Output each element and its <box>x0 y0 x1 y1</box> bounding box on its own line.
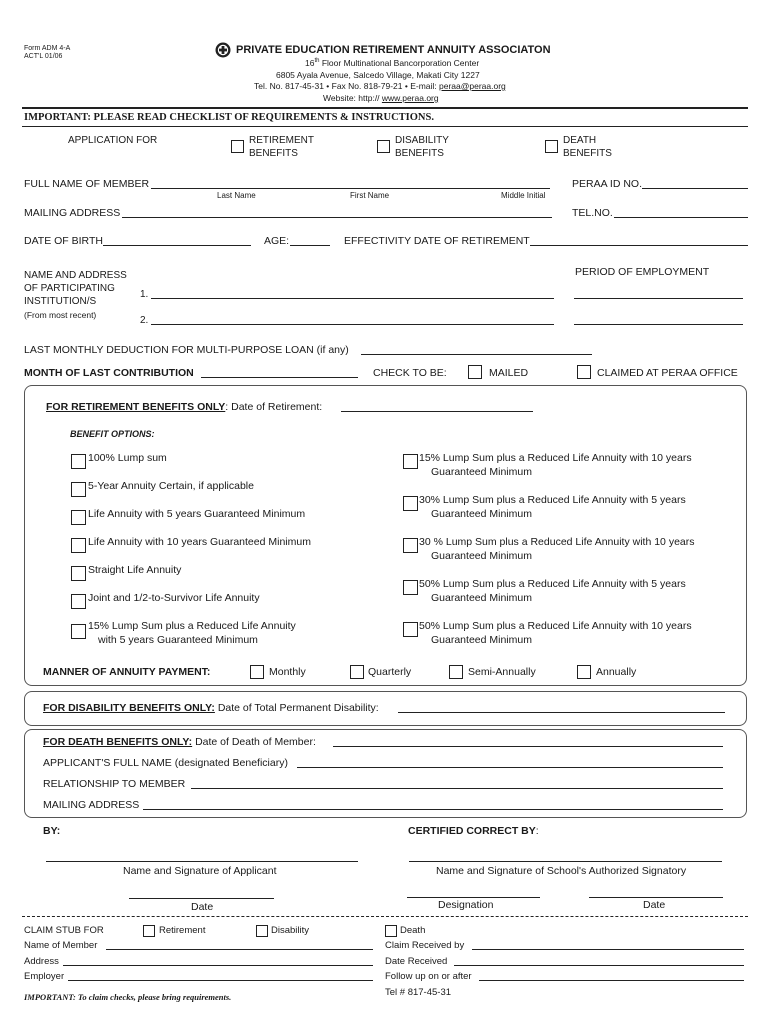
peraa-id-field[interactable] <box>642 188 748 189</box>
claim-stub-title: CLAIM STUB FOR <box>24 925 104 936</box>
tel-no-label: TEL.NO. <box>572 207 613 219</box>
option-checkbox[interactable] <box>71 510 86 525</box>
follow-up-label: Follow up on or after <box>385 971 472 982</box>
check-to-be-label: CHECK TO BE: <box>373 367 447 379</box>
period-field-1[interactable] <box>574 298 743 299</box>
semi-annually-label: Semi-Annually <box>468 666 536 678</box>
disability-benefits-checkbox[interactable] <box>377 140 390 153</box>
middle-initial-caption: Middle Initial <box>501 191 546 200</box>
signatory-date-field[interactable] <box>589 897 723 898</box>
applicant-name-label: APPLICANT'S FULL NAME (designated Beneficiary) <box>43 757 288 769</box>
org-address-line1: 16th Floor Multinational Bancorporation Center <box>305 58 480 68</box>
signatory-date-caption: Date <box>643 899 666 911</box>
option-50-lump-5-line2: Guaranteed Minimum <box>431 592 532 604</box>
org-address-line2: 6805 Ayala Avenue, Salcedo Village, Makati City 1227 <box>276 70 480 80</box>
option-joint-survivor: Joint and 1/2-to-Survivor Life Annuity <box>88 592 260 604</box>
option-life-annuity-5: Life Annuity with 5 years Guaranteed Minimum <box>88 508 306 520</box>
retirement-section-title: FOR RETIREMENT BENEFITS ONLY <box>46 401 226 413</box>
institution-note: (From most recent) <box>24 310 97 320</box>
monthly-label: Monthly <box>269 666 306 678</box>
application-for-label: APPLICATION FOR <box>68 135 158 146</box>
mailed-label: MAILED <box>489 367 529 379</box>
stub-disability-label: Disability <box>271 925 310 936</box>
org-website: Website: http:// www.peraa.org <box>323 93 439 103</box>
date-of-birth-field[interactable] <box>103 245 251 246</box>
option-50-lump-10-line2: Guaranteed Minimum <box>431 634 532 646</box>
institution-label-3: INSTITUTION/S <box>24 296 97 307</box>
disability-date-row: FOR DISABILITY BENEFITS ONLY: Date of Total Permanent Disability: <box>43 702 379 714</box>
option-life-annuity-10: Life Annuity with 10 years Guaranteed Minimum <box>88 536 311 548</box>
institution-field-2[interactable] <box>151 324 554 325</box>
stub-disability-checkbox[interactable] <box>256 925 268 937</box>
retirement-benefits-label-2: BENEFITS <box>249 148 298 159</box>
mailing-address-label: MAILING ADDRESS <box>24 207 121 219</box>
applicant-date-caption: Date <box>191 901 214 913</box>
header-rule <box>22 107 748 109</box>
claimed-checkbox[interactable] <box>577 365 591 379</box>
option-checkbox[interactable] <box>403 580 418 595</box>
org-contact: Tel. No. 817-45-31 • Fax No. 818-79-21 • E-mail: peraa@peraa.org <box>254 81 506 91</box>
mailing-address-field[interactable] <box>122 217 552 218</box>
full-name-field[interactable] <box>151 188 550 189</box>
disability-benefits-label-1: DISABILITY <box>395 135 449 146</box>
applicant-name-field[interactable] <box>297 767 723 768</box>
institution-label-2: OF PARTICIPATING <box>24 283 115 294</box>
designation-caption: Designation <box>438 899 494 911</box>
manner-of-payment-label: MANNER OF ANNUITY PAYMENT: <box>43 666 211 678</box>
effectivity-date-field[interactable] <box>530 245 748 246</box>
stub-important-note: IMPORTANT: To claim checks, please bring requirements. <box>24 992 232 1002</box>
peraa-id-label: PERAA ID NO. <box>572 178 643 190</box>
stub-death-label: Death <box>400 925 426 936</box>
applicant-signature-caption: Name and Signature of Applicant <box>123 865 277 877</box>
disability-section-title: FOR DISABILITY BENEFITS ONLY: <box>43 702 215 714</box>
full-name-label: FULL NAME OF MEMBER <box>24 178 150 190</box>
effectivity-date-label: EFFECTIVITY DATE OF RETIREMENT <box>344 235 530 247</box>
quarterly-checkbox[interactable] <box>350 665 364 679</box>
option-checkbox[interactable] <box>403 538 418 553</box>
death-date-row: FOR DEATH BENEFITS ONLY: Date of Death of Member: <box>43 736 316 748</box>
beneficiary-mailing-field[interactable] <box>143 809 723 810</box>
option-50-lump-5-line1: 50% Lump Sum plus a Reduced Life Annuity with 5 years <box>419 578 686 590</box>
loan-deduction-label: LAST MONTHLY DEDUCTION FOR MULTI-PURPOSE LOAN (if any) <box>24 344 349 356</box>
institution-field-1[interactable] <box>151 298 554 299</box>
stub-retirement-label: Retirement <box>159 925 206 936</box>
claim-received-by-label: Claim Received by <box>385 940 465 951</box>
important-notice: IMPORTANT: PLEASE READ CHECKLIST OF REQUIREMENTS & INSTRUCTIONS. <box>24 112 434 123</box>
school-signature-caption: Name and Signature of School's Authorized Signatory <box>436 865 687 877</box>
date-received-label: Date Received <box>385 956 448 967</box>
claim-received-by-field[interactable] <box>472 949 744 950</box>
option-checkbox[interactable] <box>71 566 86 581</box>
period-field-2[interactable] <box>574 324 743 325</box>
form-revision: ACT'L 01/06 <box>24 53 63 60</box>
institution-label-1: NAME AND ADDRESS <box>24 270 127 281</box>
org-name: PRIVATE EDUCATION RETIREMENT ANNUITY ASSOCIATON <box>236 44 551 56</box>
death-benefits-checkbox[interactable] <box>545 140 558 153</box>
stub-retirement-checkbox[interactable] <box>143 925 155 937</box>
designation-field[interactable] <box>407 897 540 898</box>
annually-label: Annually <box>596 666 637 678</box>
last-contribution-field[interactable] <box>201 377 358 378</box>
stub-address-label: Address <box>24 956 59 967</box>
beneficiary-mailing-label: MAILING ADDRESS <box>43 799 140 811</box>
loan-deduction-field[interactable] <box>361 354 592 355</box>
stub-name-label: Name of Member <box>24 940 98 951</box>
institution-number-2: 2. <box>140 315 149 326</box>
claimed-label: CLAIMED AT PERAA OFFICE <box>597 367 738 379</box>
stub-tel: Tel # 817-45-31 <box>385 987 452 998</box>
option-checkbox[interactable] <box>403 622 418 637</box>
form-code: Form ADM 4-A <box>24 45 71 52</box>
death-date-field[interactable] <box>333 746 723 747</box>
death-benefits-label-2: BENEFITS <box>563 148 612 159</box>
age-label: AGE: <box>264 235 290 247</box>
stub-name-field[interactable] <box>106 949 373 950</box>
death-benefits-label-1: DEATH <box>563 135 597 146</box>
follow-up-field[interactable] <box>479 980 744 981</box>
date-received-field[interactable] <box>454 965 744 966</box>
option-checkbox[interactable] <box>403 496 418 511</box>
email-link[interactable]: peraa@peraa.org <box>439 81 506 91</box>
retirement-date-field[interactable] <box>341 411 533 412</box>
age-field[interactable] <box>290 245 330 246</box>
website-link[interactable]: www.peraa.org <box>381 93 439 103</box>
tel-no-field[interactable] <box>614 217 748 218</box>
tear-line <box>22 916 748 917</box>
option-checkbox[interactable] <box>71 594 86 609</box>
last-name-caption: Last Name <box>217 191 256 200</box>
last-contribution-label: MONTH OF LAST CONTRIBUTION <box>24 367 194 379</box>
quarterly-label: Quarterly <box>368 666 412 678</box>
option-checkbox[interactable] <box>71 454 86 469</box>
retirement-benefits-checkbox[interactable] <box>231 140 244 153</box>
date-of-birth-label: DATE OF BIRTH <box>24 235 103 247</box>
option-30-lump-5-line1: 30% Lump Sum plus a Reduced Life Annuity with 5 years <box>419 494 686 506</box>
option-15-lump-5-line1: 15% Lump Sum plus a Reduced Life Annuity <box>88 620 296 632</box>
option-straight-life: Straight Life Annuity <box>88 564 182 576</box>
disability-date-field[interactable] <box>398 712 725 713</box>
semi-annually-checkbox[interactable] <box>449 665 463 679</box>
applicant-signature-field[interactable] <box>46 861 358 862</box>
by-label: BY: <box>43 825 61 837</box>
institution-number-1: 1. <box>140 289 149 300</box>
stub-address-field[interactable] <box>63 965 373 966</box>
first-name-caption: First Name <box>350 191 390 200</box>
option-50-lump-10-line1: 50% Lump Sum plus a Reduced Life Annuity with 10 years <box>419 620 692 632</box>
option-30-lump-10-line1: 30 % Lump Sum plus a Reduced Life Annuity with 10 years <box>419 536 695 548</box>
relationship-label: RELATIONSHIP TO MEMBER <box>43 778 186 790</box>
option-checkbox[interactable] <box>71 482 86 497</box>
option-checkbox[interactable] <box>403 454 418 469</box>
option-checkbox[interactable] <box>71 538 86 553</box>
peraa-logo-icon <box>215 42 231 58</box>
annually-checkbox[interactable] <box>577 665 591 679</box>
monthly-checkbox[interactable] <box>250 665 264 679</box>
option-15-lump-5-line2: with 5 years Guaranteed Minimum <box>98 634 258 646</box>
disability-benefits-label-2: BENEFITS <box>395 148 444 159</box>
retirement-date-row: FOR RETIREMENT BENEFITS ONLY: Date of Retirement: <box>46 401 323 413</box>
option-5-year-annuity: 5-Year Annuity Certain, if applicable <box>88 480 254 492</box>
relationship-field[interactable] <box>191 788 723 789</box>
stub-employer-label: Employer <box>24 971 65 982</box>
certified-correct-label: CERTIFIED CORRECT BY: <box>408 825 539 837</box>
school-signature-field[interactable] <box>409 861 722 862</box>
option-15-lump-10-line2: Guaranteed Minimum <box>431 466 532 478</box>
stub-employer-field[interactable] <box>68 980 373 981</box>
benefit-options-title: BENEFIT OPTIONS: <box>70 429 155 439</box>
notice-rule <box>22 126 748 127</box>
option-15-lump-10-line1: 15% Lump Sum plus a Reduced Life Annuity with 10 years <box>419 452 692 464</box>
stub-death-checkbox[interactable] <box>385 925 397 937</box>
period-of-employment-label: PERIOD OF EMPLOYMENT <box>575 266 710 278</box>
option-100-lump-sum: 100% Lump sum <box>88 452 167 464</box>
option-30-lump-5-line2: Guaranteed Minimum <box>431 508 532 520</box>
option-30-lump-10-line2: Guaranteed Minimum <box>431 550 532 562</box>
mailed-checkbox[interactable] <box>468 365 482 379</box>
death-section-title: FOR DEATH BENEFITS ONLY: <box>43 736 193 748</box>
applicant-date-field[interactable] <box>129 898 274 899</box>
option-checkbox[interactable] <box>71 624 86 639</box>
retirement-benefits-label-1: RETIREMENT <box>249 135 314 146</box>
